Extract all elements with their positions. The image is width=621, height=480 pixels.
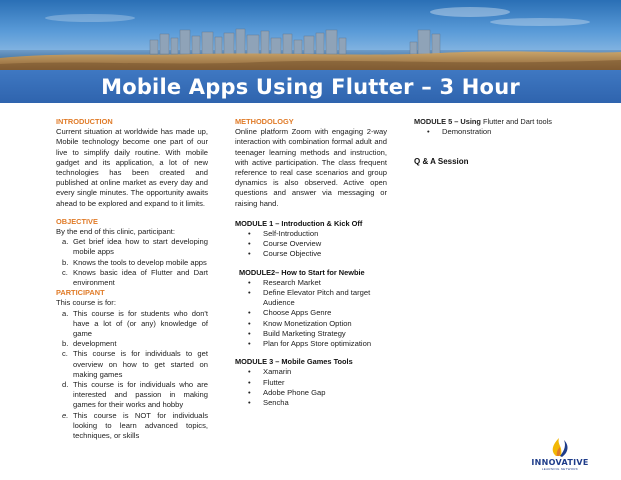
module-1-heading: MODULE 1 – Introduction & Kick Off (235, 218, 363, 228)
objective-list (62, 237, 208, 288)
objective-heading: OBJECTIVE (56, 216, 98, 226)
module-5-title-rest: Flutter and Dart tools (480, 117, 553, 126)
methodology-text: Online platform Zoom with engaging 2-way interaction with combination formal adult and teenager learning methods and instruction, with active participation. The class frequent reference to real case scenarios and group dynamics is also observed. Active open questions and answer via messaging or raising hand. (235, 127, 387, 208)
list-item (248, 288, 387, 308)
module-3-heading: MODULE 3 – Mobile Games Tools (235, 357, 353, 367)
list-item (248, 398, 387, 408)
list-item-text: Self-Introduction (263, 229, 319, 239)
city-skyline-graphic (0, 0, 621, 70)
qa-session-heading: Q & A Session (414, 157, 469, 167)
list-item-text: This course is for individuals who are interested and passion in making games for their works and hobby (73, 380, 208, 410)
bullet-icon: • (248, 249, 251, 259)
list-item-text: Build Marketing Strategy (263, 328, 346, 338)
list-item-text: Choose Apps Genre (263, 308, 332, 318)
list-item (248, 229, 387, 239)
bullet-icon: • (248, 377, 251, 387)
module-5-list (427, 127, 574, 137)
introduction-text: Current situation at worldwide has made up, Mobile technology become one part of our live to simplify daily routine. With mobile gadget and its application, a lot of new technologies has been created and published at online market as every day and every single minutes. The opportunity awaits ahead to be explored and expand to it limits. (56, 127, 208, 208)
list-item-text: development (73, 339, 117, 349)
list-item-text: Knows the tools to develop mobile apps (73, 257, 207, 267)
list-item (62, 411, 208, 442)
list-item-text: Xamarin (263, 367, 292, 377)
bullet-icon: • (248, 387, 251, 397)
list-item-text: This course is for individuals to get overview on how to get started on making games (73, 349, 208, 379)
list-item-text: Course Overview (263, 239, 322, 249)
list-item-text: Know Monetization Option (263, 318, 352, 328)
list-item (248, 378, 387, 388)
list-item-text: Define Elevator Pitch and target Audience (263, 288, 371, 308)
list-item (62, 237, 208, 257)
page-title: Mobile Apps Using Flutter – 3 Hour (101, 74, 520, 99)
module-2-list (248, 278, 387, 349)
list-item (248, 319, 387, 329)
bullet-icon: • (248, 339, 251, 349)
list-marker: a. (62, 308, 69, 318)
list-item (62, 380, 208, 411)
list-marker: a. (62, 237, 69, 247)
module-3-list (248, 367, 387, 408)
list-item (62, 309, 208, 340)
list-item (248, 367, 387, 377)
list-marker: d. (62, 380, 69, 390)
list-item-text: Plan for Apps Store optimization (263, 339, 372, 349)
module-5-heading (414, 117, 574, 127)
bullet-icon: • (248, 277, 251, 287)
list-item (62, 268, 208, 288)
bullet-icon: • (427, 127, 430, 137)
list-item-text: Course Objective (263, 249, 322, 259)
right-column (414, 117, 574, 168)
list-item (248, 308, 387, 318)
list-item (248, 239, 387, 249)
introduction-heading: INTRODUCTION (56, 117, 113, 126)
list-item (248, 339, 387, 349)
list-item-text: Get brief idea how to start developing mobile apps (73, 237, 208, 257)
objective-intro: By the end of this clinic, participant: (56, 227, 176, 237)
list-item (62, 258, 208, 268)
bullet-icon: • (248, 398, 251, 408)
list-item-text: Sencha (263, 398, 289, 408)
list-item-text: Research Market (263, 277, 321, 287)
list-marker: c. (62, 349, 68, 359)
list-marker: b. (62, 257, 69, 267)
list-item-text: Adobe Phone Gap (263, 387, 326, 397)
title-bar (0, 70, 621, 103)
list-item-text: This course is for students who don't have a lot of (or any) knowledge of game (73, 308, 208, 339)
innovative-logo (528, 436, 592, 472)
list-item-text: This course is NOT for individuals looking to learn advanced topics, techniques, or skills (73, 410, 208, 441)
list-item (248, 278, 387, 288)
bullet-icon: • (248, 318, 251, 328)
module-1-list (248, 229, 387, 260)
bullet-icon: • (248, 288, 251, 298)
list-item (62, 339, 208, 349)
left-column (56, 117, 208, 441)
middle-column (235, 117, 387, 416)
module-5-title-bold: MODULE 5 – Using (414, 117, 481, 126)
bullet-icon: • (248, 239, 251, 249)
flame-logo-icon (547, 436, 573, 458)
participant-heading: PARTICIPANT (56, 288, 105, 298)
bullet-icon: • (248, 229, 251, 239)
logo-wordmark: INNOVATIVE (531, 458, 589, 467)
bullet-icon: • (248, 367, 251, 377)
list-item (427, 127, 574, 137)
list-item (62, 349, 208, 380)
list-item-text: Flutter (263, 377, 285, 387)
list-item (248, 329, 387, 339)
list-item (248, 249, 387, 259)
participant-intro: This course is for: (56, 298, 116, 308)
list-marker: b. (62, 339, 69, 349)
list-marker: c. (62, 267, 68, 277)
participant-list (62, 309, 208, 442)
list-item-text: Knows basic idea of Flutter and Dart environment (73, 267, 208, 288)
bullet-icon: • (248, 328, 251, 338)
bullet-icon: • (248, 308, 251, 318)
list-item (248, 388, 387, 398)
list-marker: e. (62, 410, 69, 420)
methodology-heading: METHODOLOGY (235, 117, 294, 126)
header-banner-image (0, 0, 621, 70)
list-item-text: Demonstration (442, 127, 492, 137)
module-2-heading: MODULE2– How to Start for Newbie (239, 267, 365, 277)
logo-tagline: LEARNING NETWORK (541, 467, 579, 471)
